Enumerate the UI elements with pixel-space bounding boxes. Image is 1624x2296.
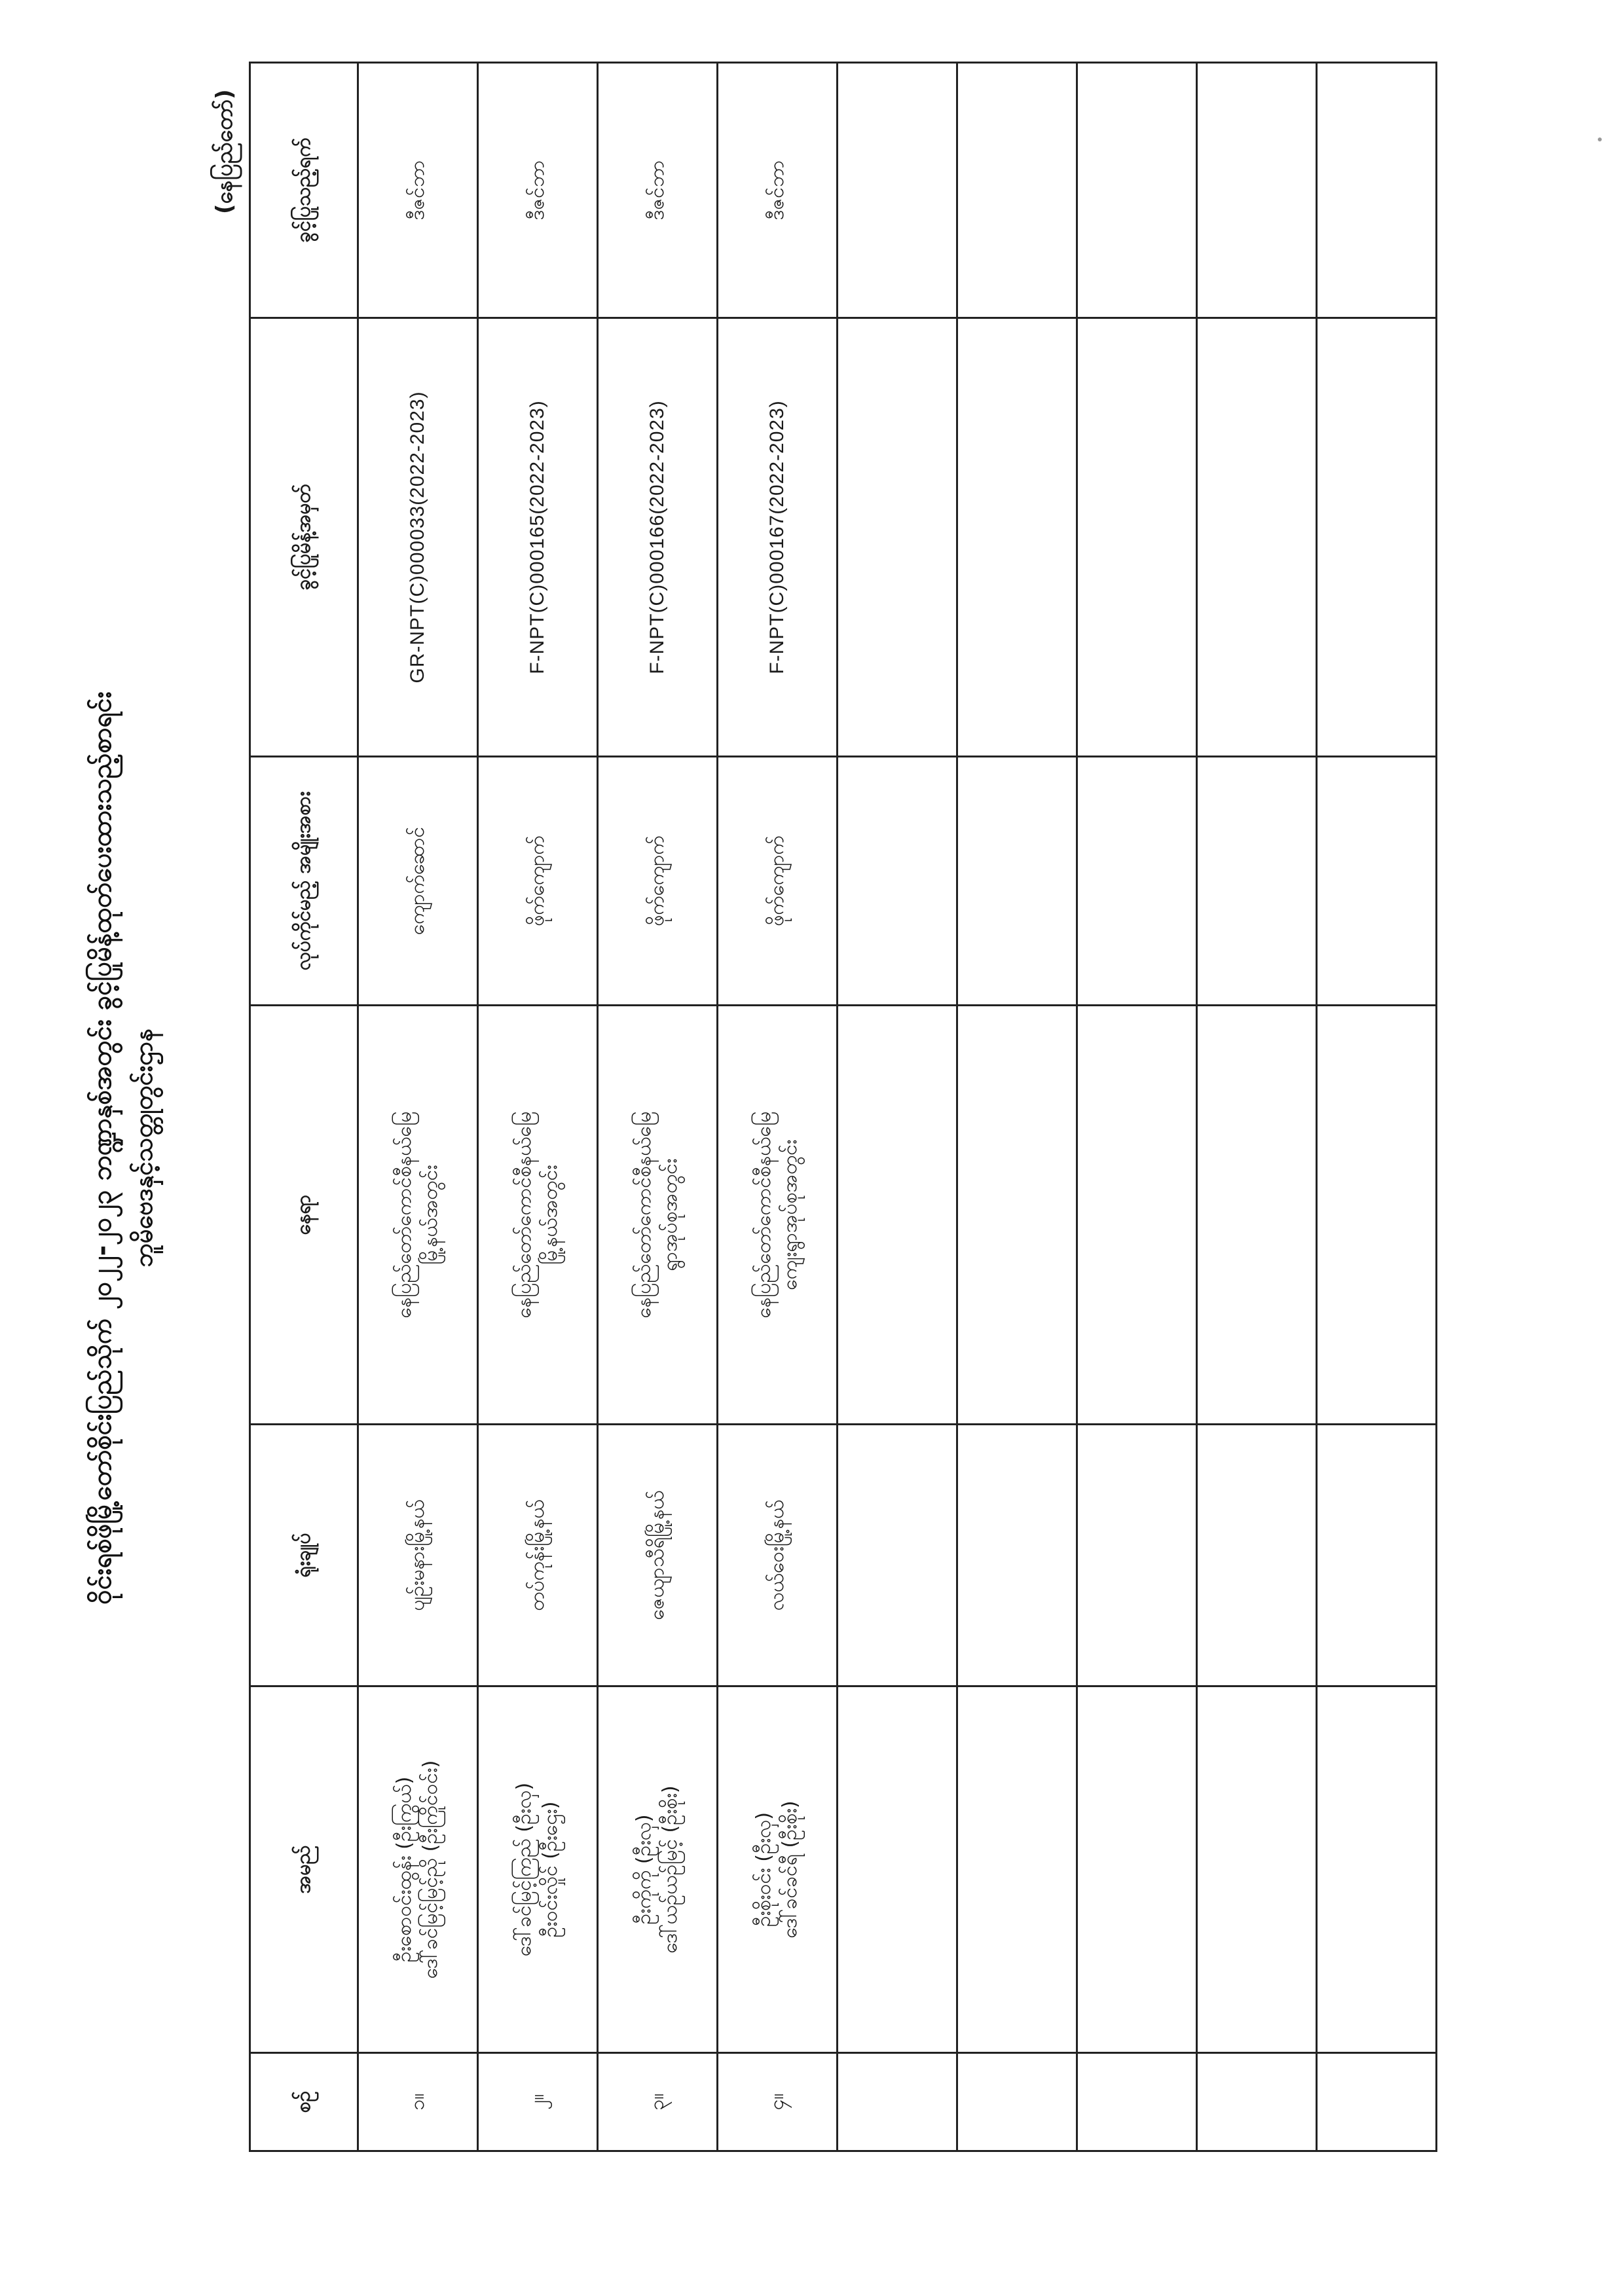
column-header: စဉ် bbox=[250, 2053, 358, 2151]
holder-name bbox=[718, 1686, 838, 2053]
material-type bbox=[1197, 757, 1317, 1006]
row-number bbox=[838, 2053, 957, 2151]
location-line: မြို့နယ်အတွင်း bbox=[419, 1165, 442, 1265]
table-row bbox=[718, 63, 838, 2151]
permit-code bbox=[838, 318, 957, 757]
location-note: (နေပြည်တော်) bbox=[212, 89, 238, 214]
office-township bbox=[1077, 1425, 1197, 1686]
office-township: လယ်ဝေးမြို့နယ် bbox=[718, 1425, 838, 1686]
permit-code bbox=[1197, 318, 1317, 757]
holder-name bbox=[478, 1686, 598, 2053]
table-row bbox=[478, 63, 598, 2151]
table-body bbox=[358, 63, 1437, 2151]
location-line: နေပြည်တော်ကောင်စီနယ်မြေ bbox=[632, 1111, 655, 1319]
location bbox=[838, 1006, 957, 1425]
material-type: ဖိုက်ကျောက် bbox=[478, 757, 598, 1006]
holder-name-line: ဦးစိုးဝင်း (ဦးလှ) bbox=[752, 1812, 775, 1927]
holder-name-line: ဦးစောဝင်းထွန်း (ဦးကြွယ်) bbox=[392, 1776, 416, 1963]
location-line: နေပြည်တော်ကောင်စီနယ်မြေ bbox=[392, 1111, 416, 1319]
column-header: ခွင့်ပြုသည့်ရက် bbox=[250, 63, 358, 318]
permit-code bbox=[1317, 318, 1437, 757]
location bbox=[1317, 1006, 1437, 1425]
material-type bbox=[1077, 757, 1197, 1006]
row-number bbox=[1317, 2053, 1437, 2151]
holder-name bbox=[358, 1686, 478, 2053]
document-subtitle: ဘူမိဗေဒနှင့်သတ္တုတွင်းဌာန bbox=[129, 1029, 158, 1267]
column-header: ရုံးချုပ် bbox=[250, 1425, 358, 1686]
permit-date: ဒီဇင်ဘာ bbox=[598, 63, 718, 318]
location-line: နေပြည်တော်ကောင်စီနယ်မြေ bbox=[752, 1111, 775, 1319]
row-number bbox=[957, 2053, 1077, 2151]
table-row bbox=[1077, 63, 1197, 2151]
row-number: ၄။ bbox=[718, 2053, 838, 2151]
row-number: ၁။ bbox=[358, 2053, 478, 2151]
document-title: ဝိုင်းရစ်ဖိုမြို့တော်စိုင်းပြည်သိုက် ၂၀၂၂-၂၀၂၃ ဘဏ္ဍာနှစ်အတွင်း ခွင့်ပြုမိန့်ထုတ်ပေးထားသည့်စာရင်း bbox=[87, 691, 117, 1605]
holder-name bbox=[838, 1686, 957, 2053]
holder-name-line: ဒေါ်ခင်မြင့်မြင့်ညို (ဦးကြိုင်ဝင်း) bbox=[419, 1760, 442, 1979]
material-type: ဖိုက်ကျောက် bbox=[598, 757, 718, 1006]
office-township bbox=[1197, 1425, 1317, 1686]
permit-code bbox=[1077, 318, 1197, 757]
permit-code: GR-NPT(C)000033(2022-2023) bbox=[358, 318, 478, 757]
permit-code: F-NPT(C)000167(2022-2023) bbox=[718, 318, 838, 757]
office-township bbox=[957, 1425, 1077, 1686]
holder-name bbox=[957, 1686, 1077, 2053]
office-township: တပ်ကုန်းမြို့နယ် bbox=[478, 1425, 598, 1686]
permit-date bbox=[1077, 63, 1197, 318]
office-township: ပျဉ်းမနားမြို့နယ် bbox=[358, 1425, 478, 1686]
column-header: ခွင့်ပြုမိန့်အမှတ် bbox=[250, 318, 358, 757]
location bbox=[718, 1006, 838, 1425]
permit-code: F-NPT(C)000165(2022-2023) bbox=[478, 318, 598, 757]
office-township bbox=[1317, 1425, 1437, 1686]
table-header-row bbox=[250, 63, 358, 2151]
column-header: နေရာ bbox=[250, 1006, 358, 1425]
table-row bbox=[1197, 63, 1317, 2151]
holder-name bbox=[1197, 1686, 1317, 2053]
permit-date: ဒီဇင်ဘာ bbox=[358, 63, 478, 318]
office-township: ဇေယျာသီရိမြို့နယ် bbox=[598, 1425, 718, 1686]
row-number bbox=[1197, 2053, 1317, 2151]
holder-name-line: ဒေါ်ခင်မြင့်ကြည် (ဦးလှ) bbox=[512, 1782, 536, 1957]
location bbox=[957, 1006, 1077, 1425]
location-line: နေပြည်တော်ကောင်စီနယ်မြေ bbox=[512, 1111, 536, 1319]
permit-date: ဒီဇင်ဘာ bbox=[478, 63, 598, 318]
holder-name bbox=[1077, 1686, 1197, 2053]
material-type bbox=[957, 757, 1077, 1006]
location bbox=[1077, 1006, 1197, 1425]
location-line: ကျေးရွာအုပ်စုအတွင်း bbox=[779, 1139, 802, 1290]
office-township bbox=[838, 1425, 957, 1686]
table-row bbox=[957, 63, 1077, 2151]
holder-name bbox=[1317, 1686, 1437, 2053]
holder-name-line: ဦးဝင်းလှိုင် (ဦးဌေး) bbox=[539, 1801, 562, 1938]
permit-table bbox=[249, 62, 1437, 2152]
table-row bbox=[838, 63, 957, 2151]
location bbox=[478, 1006, 598, 1425]
table-row bbox=[598, 63, 718, 2151]
permit-date bbox=[957, 63, 1077, 318]
row-number bbox=[1077, 2053, 1197, 2151]
permit-date bbox=[1317, 63, 1437, 318]
permit-code bbox=[957, 318, 1077, 757]
material-type: ဖိုက်ကျောက် bbox=[718, 757, 838, 1006]
location bbox=[598, 1006, 718, 1425]
location bbox=[358, 1006, 478, 1425]
material-type bbox=[1317, 757, 1437, 1006]
location-line: မြို့နယ်အတွင်း bbox=[539, 1165, 562, 1265]
holder-name-line: ဒေါ်ခင်ခင်ရီ (ဦးစိုး) bbox=[779, 1800, 802, 1939]
location bbox=[1197, 1006, 1317, 1425]
table-row bbox=[358, 63, 478, 2151]
column-header: အမည် bbox=[250, 1686, 358, 2053]
permit-date: ဒီဇင်ဘာ bbox=[718, 63, 838, 318]
row-number: ၂။ bbox=[478, 2053, 598, 2151]
row-number: ၃။ bbox=[598, 2053, 718, 2151]
permit-date bbox=[1197, 63, 1317, 318]
material-type bbox=[838, 757, 957, 1006]
table-row bbox=[1317, 63, 1437, 2151]
permit-code: F-NPT(C)000166(2022-2023) bbox=[598, 318, 718, 757]
column-header: လုပ်ကိုင်မည့် အမျိုးအစား bbox=[250, 757, 358, 1006]
holder-name-line: ဒေါ်ယဉ်ယဉ်မြင့် (ဦးစိုး) bbox=[659, 1785, 682, 1954]
permit-date bbox=[838, 63, 957, 318]
location-line: ရွာအုပ်စုအတွင်း bbox=[659, 1158, 682, 1271]
material-type: ကျောက်ဆောင် bbox=[358, 757, 478, 1006]
holder-name-line: ဦးကိုကို (ဦးလှ) bbox=[632, 1814, 655, 1925]
holder-name bbox=[598, 1686, 718, 2053]
